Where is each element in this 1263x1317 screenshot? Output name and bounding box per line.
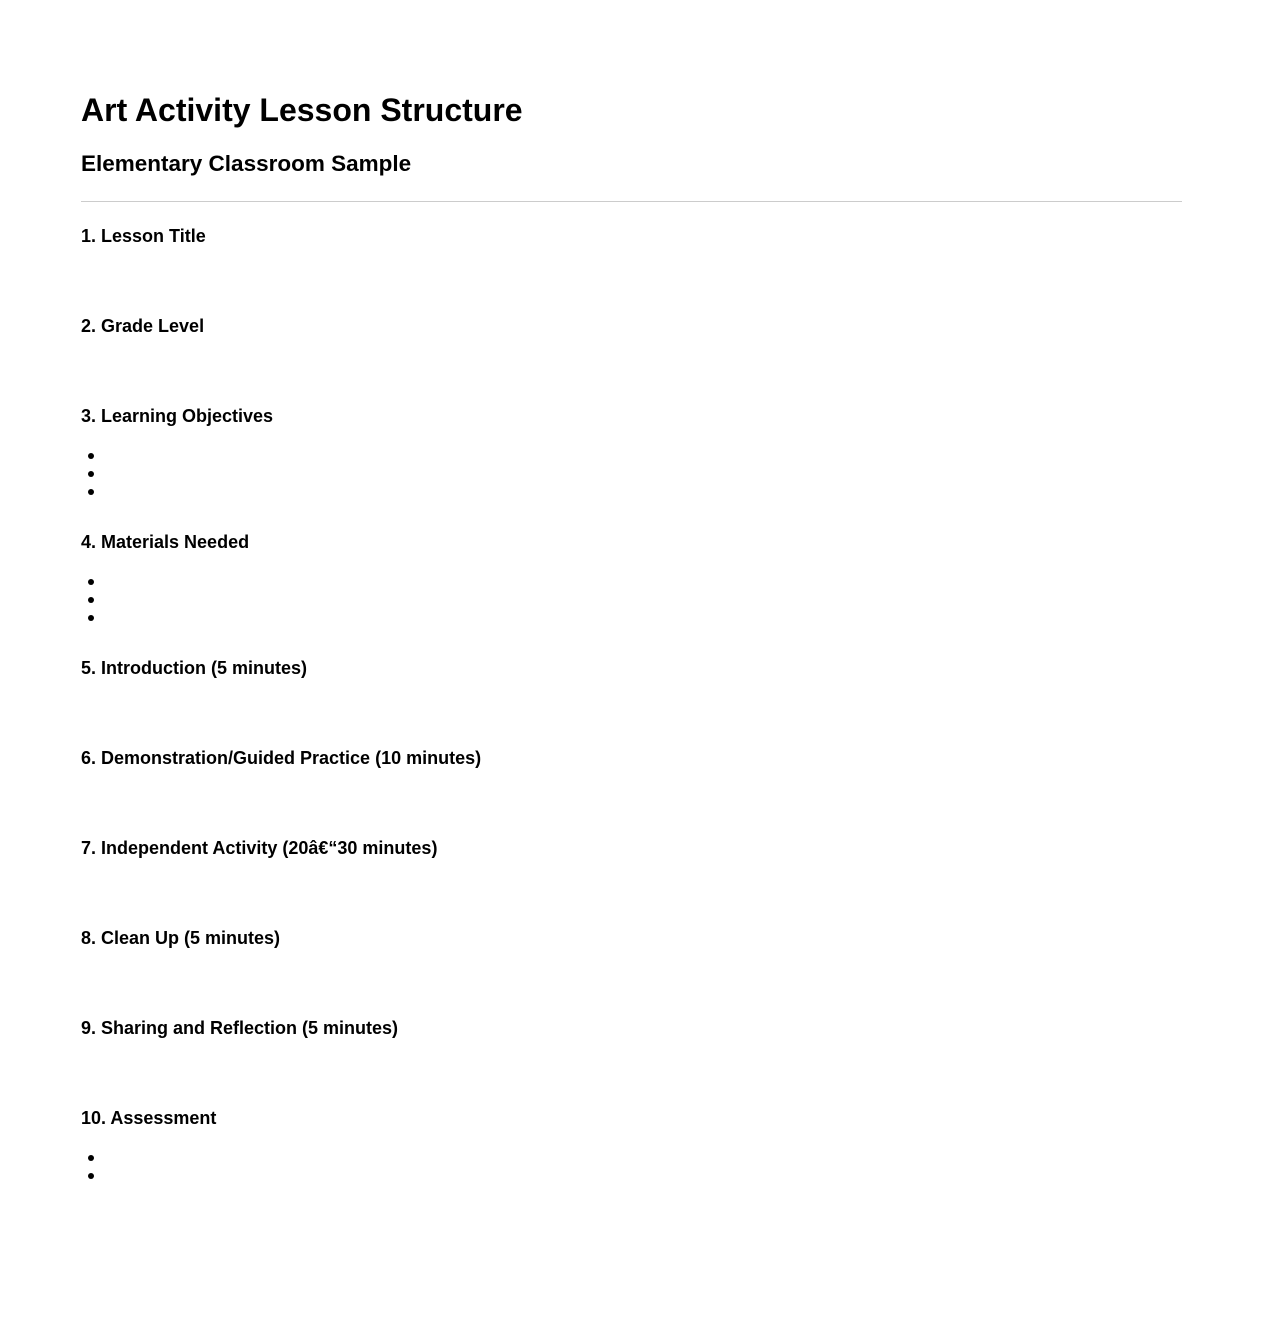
section-grade-level <box>81 316 1182 375</box>
section-heading: 5. Introduction (5 minutes) <box>81 658 308 678</box>
section-content <box>81 699 1182 717</box>
section-content <box>81 1059 1182 1077</box>
list-item <box>91 447 1182 465</box>
list-item <box>91 1167 1182 1185</box>
section-learning-objectives <box>81 406 1182 501</box>
section-content <box>81 789 1182 807</box>
page-title: Art Activity Lesson Structure <box>81 92 523 128</box>
section-assessment <box>81 1108 1182 1185</box>
assessment-list <box>81 1149 1182 1185</box>
section-heading: 7. Independent Activity (20â€“30 minutes) <box>81 838 438 858</box>
section-heading: 10. Assessment <box>81 1108 217 1128</box>
section-introduction <box>81 658 1182 717</box>
section-heading: 3. Learning Objectives <box>81 406 274 426</box>
list-item <box>91 465 1182 483</box>
section-heading: 2. Grade Level <box>81 316 205 336</box>
objectives-list <box>81 447 1182 501</box>
section-heading: 4. Materials Needed <box>81 532 250 552</box>
section-heading: 6. Demonstration/Guided Practice (10 minutes) <box>81 748 482 768</box>
section-content <box>81 447 1182 501</box>
section-lesson-title <box>81 226 1182 285</box>
section-content <box>81 1149 1182 1185</box>
section-independent-activity <box>81 838 1182 897</box>
section-content <box>81 267 1182 285</box>
section-content <box>81 573 1182 627</box>
list-item <box>91 573 1182 591</box>
list-item <box>91 1149 1182 1167</box>
section-materials-needed <box>81 532 1182 627</box>
lesson-sections <box>81 226 1182 1216</box>
section-sharing-reflection <box>81 1018 1182 1077</box>
section-demonstration <box>81 748 1182 807</box>
materials-list <box>81 573 1182 627</box>
section-heading: 1. Lesson Title <box>81 226 206 246</box>
section-content <box>81 879 1182 897</box>
header-divider <box>81 201 1182 202</box>
list-item <box>91 483 1182 501</box>
list-item <box>91 591 1182 609</box>
page-subtitle: Elementary Classroom Sample <box>81 151 412 176</box>
list-item <box>91 609 1182 627</box>
section-heading: 8. Clean Up (5 minutes) <box>81 928 281 948</box>
section-heading: 9. Sharing and Reflection (5 minutes) <box>81 1018 399 1038</box>
section-content <box>81 969 1182 987</box>
section-content <box>81 357 1182 375</box>
section-clean-up <box>81 928 1182 987</box>
